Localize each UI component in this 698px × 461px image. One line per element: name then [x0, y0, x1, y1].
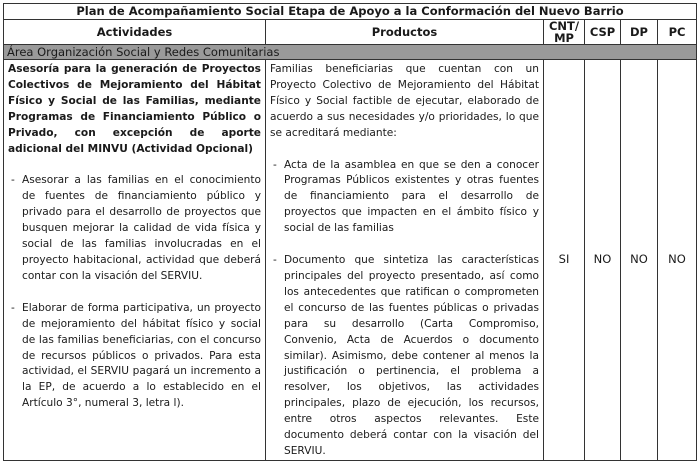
pc-value: NO: [658, 60, 697, 461]
header-pc: PC: [658, 20, 697, 45]
activity-item: - Elaborar de forma participativa, un proyecto de mejoramiento del hábitat físico y social de las familias beneficiarias, con el concurso de recursos públicos o privados. Para esta actividad, el SERVIU pagará un incremento a la EP, de acuerdo a lo establecido en el Artículo 3°, numeral 3, letra l).: [8, 301, 261, 412]
dp-value: NO: [621, 60, 658, 461]
activity-item: - Asesorar a las familias en el conocimiento de fuentes de financiamiento público y privado para el desarrollo de proyectos que busquen mejorar la calidad de vida física y social de las familias involucradas en el proyecto habitacional, actividad que deberá contar con la visación del SERVIU.: [8, 173, 261, 284]
header-productos: Productos: [266, 20, 544, 45]
header-dp: DP: [621, 20, 658, 45]
activity-title: Asesoría para la generación de Proyectos Colectivos de Mejoramiento del Hábitat Físico y Social de las Familias, mediante Programas de Financiamiento Público o Privado, con excepción de aporte adicional del MINVU (Actividad Opcional): [8, 63, 261, 155]
header-cnt-mp: CNT/ MP: [544, 20, 585, 45]
area-row: Área Organización Social y Redes Comunitarias: [4, 45, 697, 60]
product-intro: Familias beneficiarias que cuentan con un Proyecto Colectivo de Mejoramiento del Hábitat Físico y Social factible de ejecutar, elaborado de acuerdo a sus necesidades y/o prioridades, lo que se acreditará mediante:: [270, 63, 539, 139]
product-item: - Documento que sintetiza las características principales del proyecto presentado, así como los antecedentes que ratifican o comprometen el concurso de las fuentes públicas o privadas para su desarrollo (Carta Compromiso, Convenio, Acta de Acuerdos o documento similar). Asimismo, debe contener al menos la justificación o pertinencia, el problema a resolver, los objetivos, las actividades principales, plazo de ejecución, los recursos, entre otros aspectos relevantes. Este documento deberá contar con la visación del SERVIU.: [270, 253, 539, 460]
product-item: - Acta de la asamblea en que se den a conocer Programas Públicos existentes y otras fuentes de financiamiento para el desarrollo de proyectos que impacten en el ámbito físico y social de las familias: [270, 158, 539, 238]
plan-table: [3, 3, 697, 461]
header-actividades: Actividades: [4, 20, 266, 45]
table-title: Plan de Acompañamiento Social Etapa de Apoyo a la Conformación del Nuevo Barrio: [4, 4, 697, 20]
csp-value: NO: [585, 60, 621, 461]
table-row: [4, 60, 697, 461]
header-csp: CSP: [585, 20, 621, 45]
cnt-mp-value: SI: [544, 60, 585, 461]
